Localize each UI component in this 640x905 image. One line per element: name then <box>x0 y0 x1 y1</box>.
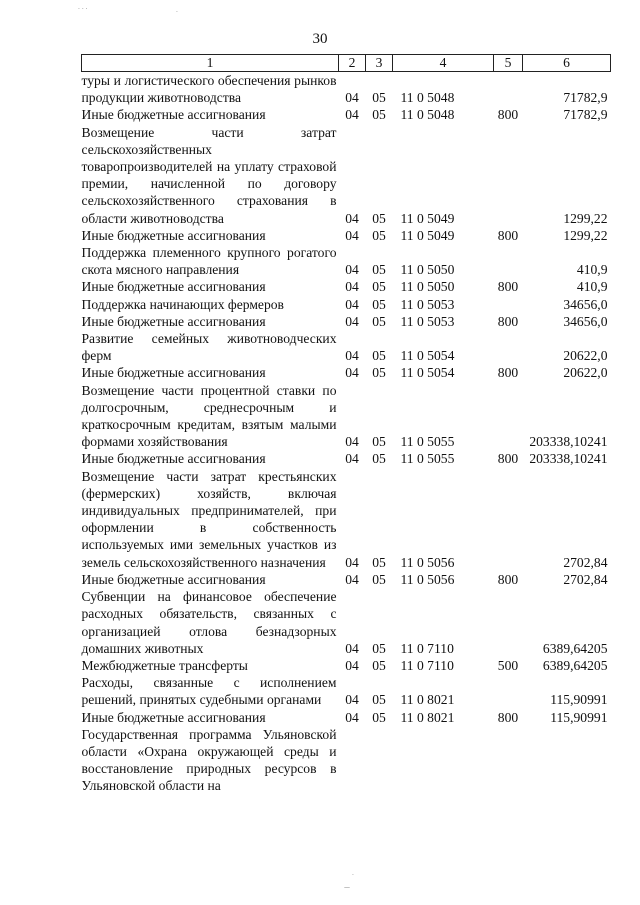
row-subsection: 05 <box>372 434 386 450</box>
row-subsection: 05 <box>372 640 386 656</box>
table-row <box>82 330 611 364</box>
row-target-article: 11 0 5048 <box>400 90 455 106</box>
column-header-name: 1 <box>82 55 339 72</box>
row-subsection: 05 <box>372 554 386 570</box>
row-name: Иные бюджетные ассигнования <box>81 571 266 587</box>
row-amount: 203338,10241 <box>529 451 608 467</box>
row-target-article: 11 0 8021 <box>400 692 455 708</box>
row-target-article: 11 0 7110 <box>400 657 454 673</box>
row-amount: 34656,0 <box>563 313 608 329</box>
row-amount: 71782,9 <box>563 107 608 123</box>
row-amount: 1299,22 <box>563 227 608 243</box>
table-row <box>82 468 611 571</box>
column-header-amount: 6 <box>523 55 611 72</box>
row-subsection: 05 <box>372 451 386 467</box>
table-row <box>82 244 611 278</box>
table-row <box>82 726 611 795</box>
column-header-target-article: 4 <box>393 55 494 72</box>
row-subsection: 05 <box>372 313 386 329</box>
row-section <box>339 726 366 795</box>
row-name: Возмещение части процентной ставки по долгосрочным, среднесрочным и краткосрочным кредитам, взятым малыми формами хозяйствования <box>81 382 337 450</box>
row-subsection: 05 <box>372 365 386 381</box>
row-section: 04 <box>345 640 359 656</box>
row-target-article: 11 0 5055 <box>400 451 455 467</box>
row-section: 04 <box>345 296 359 312</box>
row-expense-type <box>494 72 523 107</box>
row-target-article: 11 0 5054 <box>400 365 455 381</box>
row-target-article: 11 0 5056 <box>400 571 455 587</box>
row-name: Иные бюджетные ассигнования <box>81 709 266 725</box>
column-header-section: 2 <box>339 55 366 72</box>
table-row <box>82 657 611 674</box>
row-subsection <box>366 726 393 795</box>
row-subsection: 05 <box>372 348 386 364</box>
column-header-expense-type: 5 <box>494 55 523 72</box>
row-amount: 410,9 <box>576 262 608 278</box>
table-row <box>82 227 611 244</box>
row-name: Иные бюджетные ассигнования <box>81 365 266 381</box>
row-target-article: 11 0 5049 <box>400 210 455 226</box>
row-section: 04 <box>345 107 359 123</box>
row-section: 04 <box>345 90 359 106</box>
scan-artifact: — <box>344 884 350 891</box>
row-subsection: 05 <box>372 657 386 673</box>
row-name: Государственная программа Ульяновской области «Охрана окружающей среды и восстановление природных ресурсов в Ульяновской области на <box>81 726 337 794</box>
row-name: Субвенции на финансовое обеспечение расходных обязательств, связанных с организацией отлова безнадзорных домашних животных <box>81 589 337 656</box>
row-name: туры и логистического обеспечения рынков продукции животноводства <box>81 73 337 106</box>
row-expense-type <box>494 726 523 795</box>
row-amount: 20622,0 <box>563 348 608 364</box>
row-amount: 2702,84 <box>563 554 608 570</box>
row-amount: 6389,64205 <box>542 657 608 673</box>
row-expense-type: 800 <box>497 451 519 467</box>
row-expense-type <box>494 674 523 708</box>
row-target-article: 11 0 5053 <box>400 313 455 329</box>
row-expense-type: 800 <box>497 365 519 381</box>
row-name: Иные бюджетные ассигнования <box>81 107 266 123</box>
row-section: 04 <box>345 692 359 708</box>
row-name: Иные бюджетные ассигнования <box>81 451 266 467</box>
row-expense-type <box>494 124 523 227</box>
row-expense-type <box>494 296 523 313</box>
table-row <box>82 124 611 227</box>
table-row <box>82 709 611 726</box>
row-amount: 115,90991 <box>550 692 608 708</box>
table-row <box>82 382 611 451</box>
row-expense-type: 800 <box>497 709 519 725</box>
row-subsection: 05 <box>372 262 386 278</box>
table-row <box>82 364 611 381</box>
row-target-article: 11 0 5054 <box>400 348 455 364</box>
row-target-article: 11 0 5056 <box>400 554 455 570</box>
row-section: 04 <box>345 451 359 467</box>
scan-artifact: · <box>176 9 178 16</box>
row-section: 04 <box>345 365 359 381</box>
row-subsection: 05 <box>372 571 386 587</box>
row-subsection: 05 <box>372 107 386 123</box>
row-target-article: 11 0 5053 <box>400 296 455 312</box>
table-row <box>82 72 611 107</box>
row-expense-type <box>494 588 523 657</box>
row-section: 04 <box>345 279 359 295</box>
row-name: Иные бюджетные ассигнования <box>81 313 266 329</box>
row-section: 04 <box>345 554 359 570</box>
table-row <box>82 571 611 588</box>
row-name: Межбюджетные трансферты <box>81 657 248 673</box>
column-header-subsection: 3 <box>366 55 393 72</box>
scan-artifact: · · · <box>78 6 88 13</box>
row-name: Поддержка племенного крупного рогатого скота мясного направления <box>81 245 337 278</box>
page-number: 30 <box>312 31 328 47</box>
table-row <box>82 296 611 313</box>
row-amount: 1299,22 <box>563 210 608 226</box>
row-section: 04 <box>345 227 359 243</box>
row-name: Иные бюджетные ассигнования <box>81 279 266 295</box>
row-amount: 71782,9 <box>563 90 608 106</box>
row-subsection: 05 <box>372 692 386 708</box>
row-subsection: 05 <box>372 90 386 106</box>
row-section: 04 <box>345 348 359 364</box>
row-section: 04 <box>345 571 359 587</box>
row-amount: 203338,10241 <box>529 434 608 450</box>
row-expense-type <box>494 468 523 571</box>
row-name: Расходы, связанные с исполнением решений, принятых судебными органами <box>81 675 337 708</box>
row-expense-type: 500 <box>497 657 519 673</box>
row-amount: 20622,0 <box>563 365 608 381</box>
row-expense-type: 800 <box>497 279 519 295</box>
row-name: Иные бюджетные ассигнования <box>81 227 266 243</box>
row-expense-type <box>494 244 523 278</box>
row-expense-type: 800 <box>497 107 519 123</box>
row-section: 04 <box>345 313 359 329</box>
table-row <box>82 278 611 295</box>
row-section: 04 <box>345 262 359 278</box>
row-subsection: 05 <box>372 296 386 312</box>
row-subsection: 05 <box>372 709 386 725</box>
row-section: 04 <box>345 434 359 450</box>
scan-artifact: · <box>352 872 354 879</box>
row-name: Поддержка начинающих фермеров <box>81 296 284 312</box>
table-row <box>82 588 611 657</box>
row-target-article: 11 0 5050 <box>400 279 455 295</box>
row-section: 04 <box>345 210 359 226</box>
row-section: 04 <box>345 709 359 725</box>
row-target-article: 11 0 5050 <box>400 262 455 278</box>
table-row <box>82 106 611 123</box>
row-amount: 410,9 <box>576 279 608 295</box>
table-row <box>82 674 611 708</box>
row-subsection: 05 <box>372 210 386 226</box>
row-expense-type: 800 <box>497 313 519 329</box>
row-amount: 6389,64205 <box>542 640 608 656</box>
row-target-article: 11 0 7110 <box>400 640 454 656</box>
row-name: Возмещение части затрат крестьянских (фермерских) хозяйств, включая индивидуальных предпринимателей, при оформлении в собственность используемых ими земельных участков из земель сельскохозяйственного назначения <box>81 468 337 570</box>
budget-table <box>81 54 611 795</box>
row-amount: 2702,84 <box>563 571 608 587</box>
row-expense-type: 800 <box>497 227 519 243</box>
row-target-article: 11 0 5048 <box>400 107 455 123</box>
row-name: Развитие семейных животноводческих ферм <box>81 331 337 364</box>
table-row <box>82 450 611 467</box>
row-section: 04 <box>345 657 359 673</box>
row-amount <box>523 726 611 795</box>
row-amount: 115,90991 <box>550 709 608 725</box>
row-target-article <box>393 726 494 795</box>
row-target-article: 11 0 5055 <box>400 434 455 450</box>
row-subsection: 05 <box>372 227 386 243</box>
row-expense-type <box>494 382 523 451</box>
row-target-article: 11 0 8021 <box>400 709 455 725</box>
row-name: Возмещение части затрат сельскохозяйственных товаропроизводителей на уплату страховой премии, начисленной по договору сельскохозяйственного страхования в области животноводства <box>81 124 337 226</box>
row-expense-type <box>494 330 523 364</box>
row-expense-type: 800 <box>497 571 519 587</box>
table-row <box>82 313 611 330</box>
row-target-article: 11 0 5049 <box>400 227 455 243</box>
table-header-row <box>82 55 611 72</box>
row-subsection: 05 <box>372 279 386 295</box>
row-amount: 34656,0 <box>563 296 608 312</box>
